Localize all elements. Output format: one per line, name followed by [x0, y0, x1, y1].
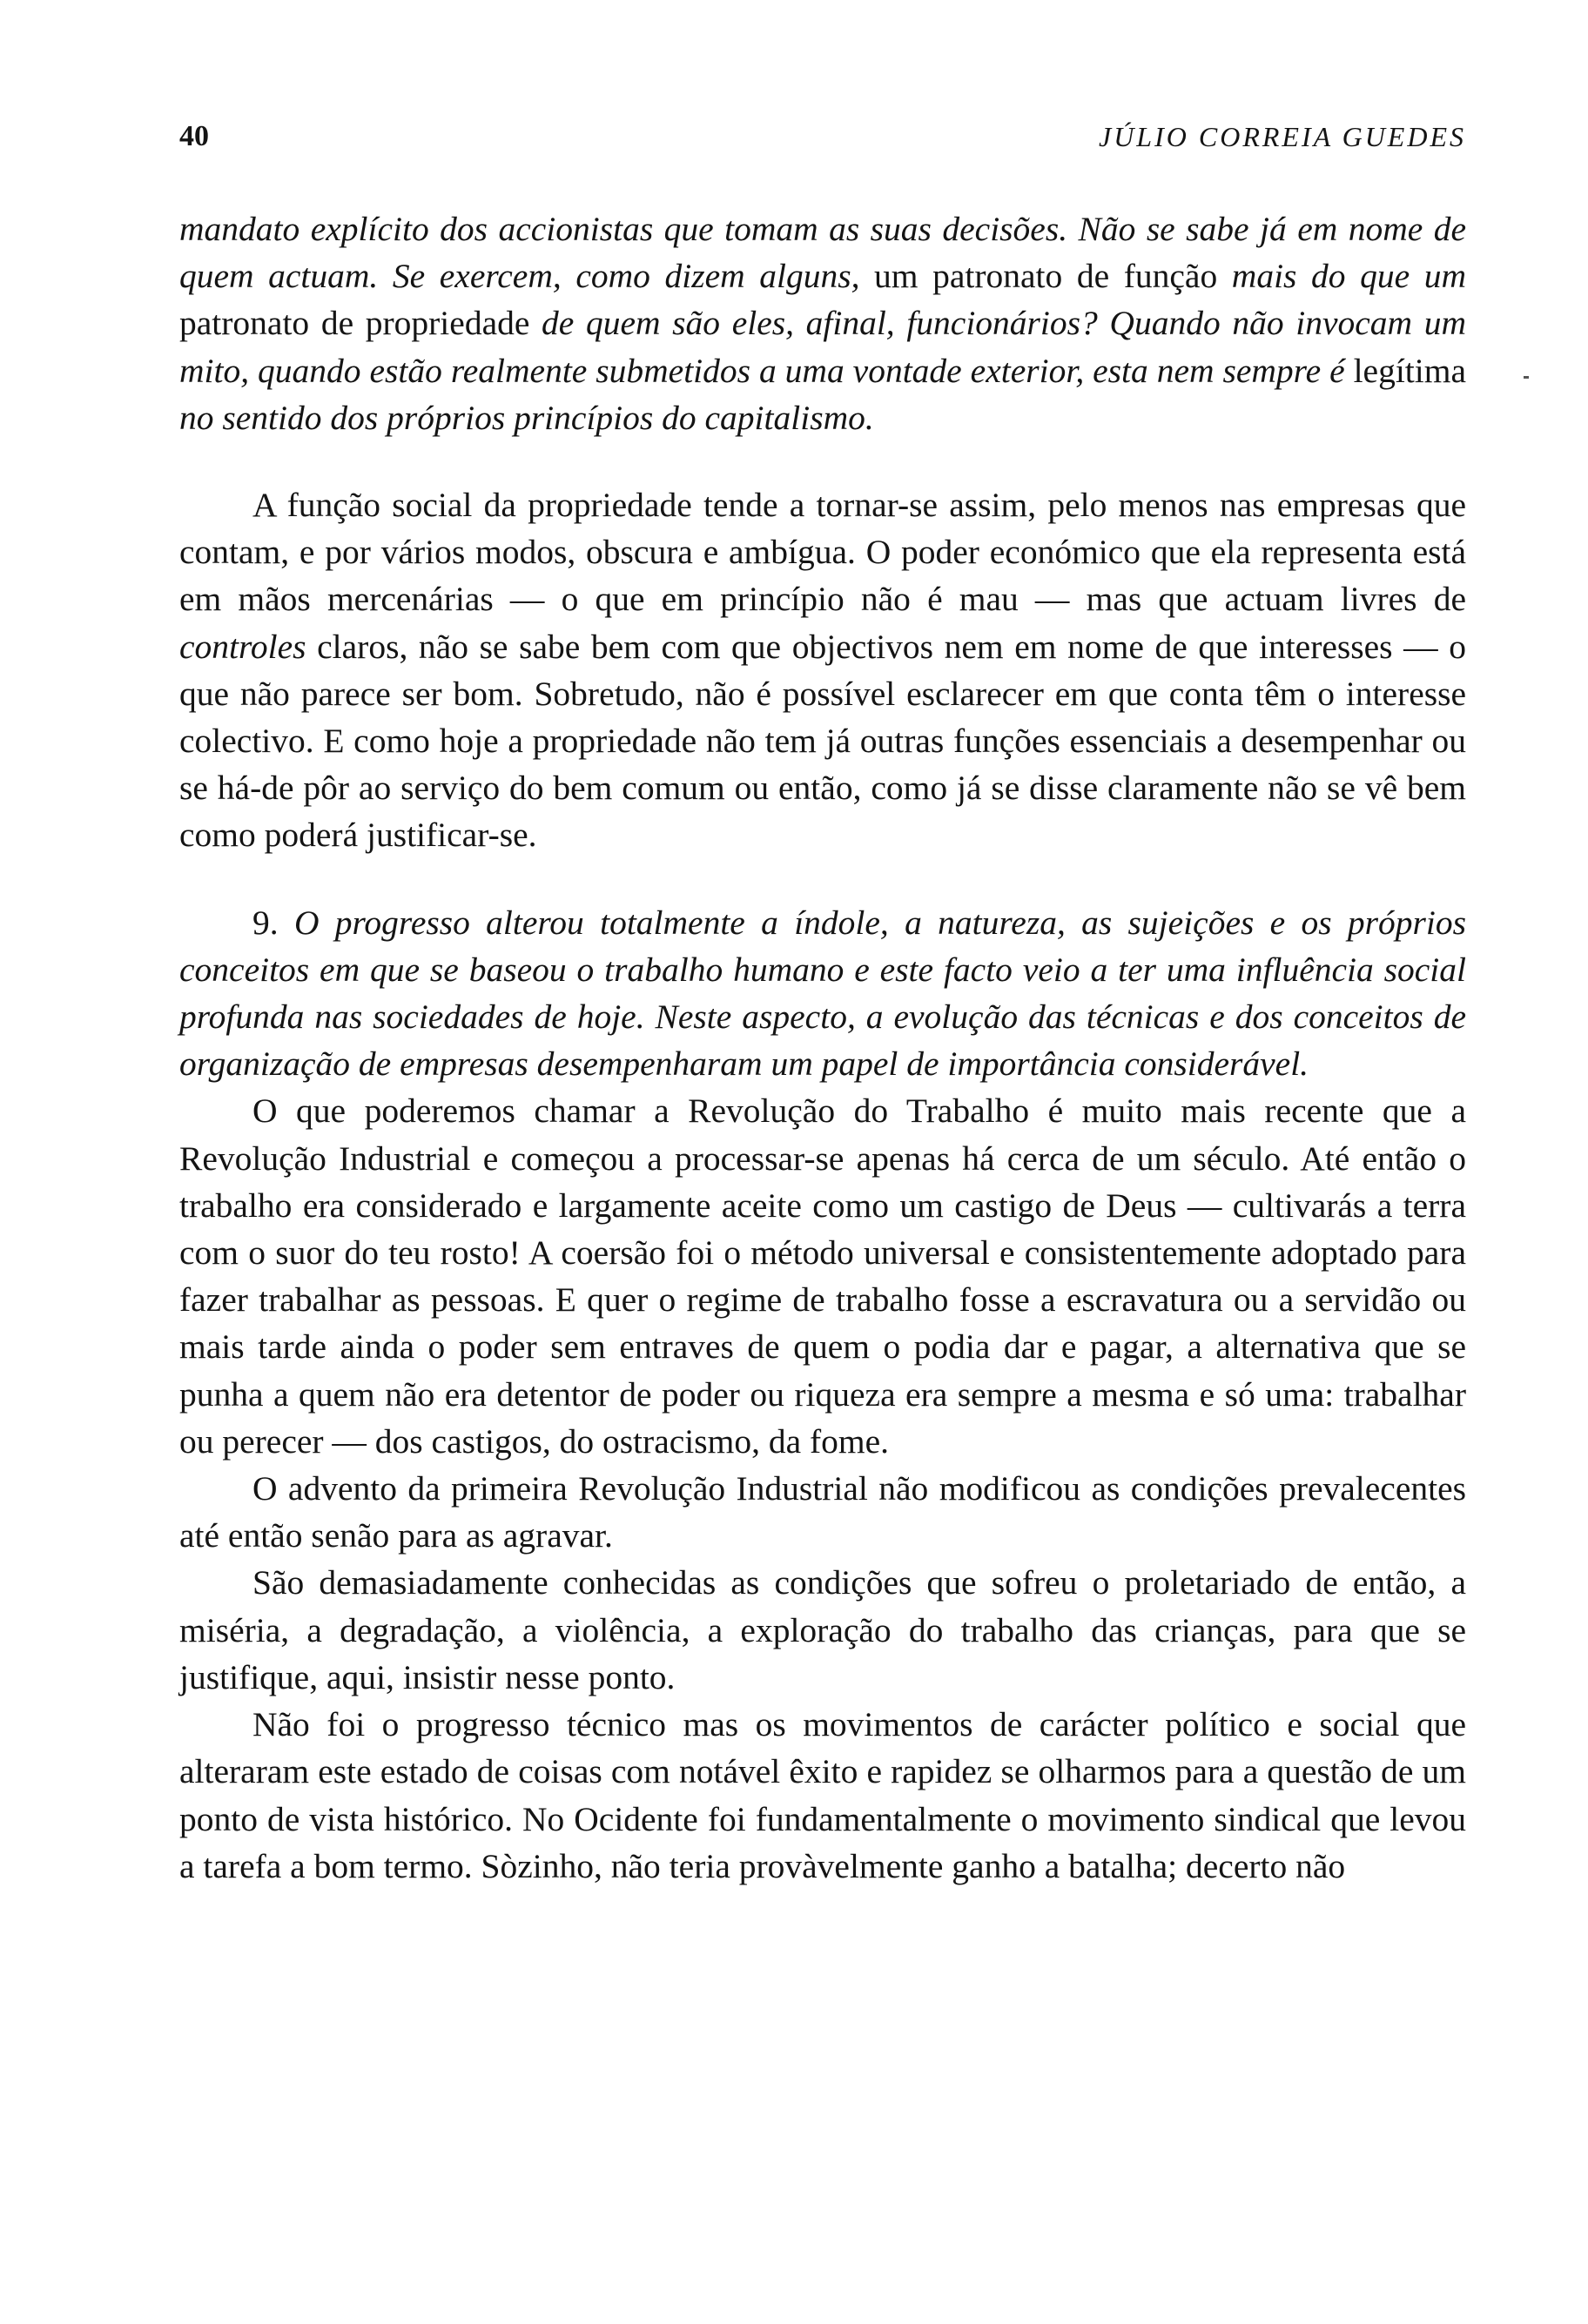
body-text — [179, 205, 1466, 1890]
text-segment: São demasiadamente conhecidas as condições que sofreu o proletariado de então, a miséria, a degradação, a violência, a exploração do trabalho das crianças, para que se justifique, aqui, insistir nesse ponto. — [179, 1563, 1466, 1696]
text-segment: O advento da primeira Revolução Industrial não modificou as condições prevalecentes até então senão para as agravar. — [179, 1469, 1466, 1555]
running-head: JÚLIO CORREIA GUEDES — [1098, 121, 1466, 152]
text-segment: Não foi o progresso técnico mas os movimentos de carácter político e social que alteraram este estado de coisas com notável êxito e rapidez se olharmos para a questão de um ponto de vista histórico. No Ocidente foi fundamentalmente o movimento sindical que levou a tarefa a bom termo. Sòzinho, não teria provàvelmente ganho a batalha; decerto não — [179, 1705, 1466, 1885]
text-segment: controles — [179, 627, 306, 666]
page-header — [179, 115, 1466, 158]
paragraph — [179, 1465, 1466, 1559]
text-segment: no sentido dos próprios princípios do capitalismo. — [179, 398, 874, 437]
paragraph — [179, 481, 1466, 859]
paragraph — [179, 1087, 1466, 1465]
text-segment: patronato de propriedade — [179, 304, 542, 343]
page-number: 40 — [179, 120, 209, 152]
text-segment: mais do que um — [1231, 257, 1466, 296]
section-number: 9. — [252, 903, 294, 942]
text-segment: O progresso alterou totalmente a índole, a natureza, as sujeições e os próprios conceitos em que se baseou o trabalho humano e este facto veio a ter uma influência social profunda nas sociedades de hoje. Neste aspecto, a evolução das técnicas e dos conceitos de organização de empresas desempenharam um papel de importância considerável. — [179, 903, 1467, 1084]
paragraph — [179, 205, 1466, 441]
text-segment: legítima — [1344, 351, 1467, 390]
text-segment: mandato explícito dos accionistas que tomam as suas decisões. Não se sabe já em nome de quem actuam. Se exercem, como dizem alguns, — [179, 210, 1466, 296]
paragraph — [179, 1701, 1466, 1890]
text-segment: de quem são eles, afinal, funcionários? Quando não invocam um mito, quando estão realmente submetidos a uma vontade exterior, esta nem sempre é — [179, 304, 1466, 390]
section-paragraph — [179, 899, 1466, 1088]
text-segment: um patronato de função — [859, 257, 1232, 296]
text-segment: A função social da propriedade tende a tornar-se assim, pelo menos nas empresas que contam, e por vários modos, obscura e ambígua. O poder económico que ela representa está em mãos mercenárias — o que em princípio não é mau — mas que actuam livres de — [179, 486, 1466, 619]
text-segment: O que poderemos chamar a Revolução do Trabalho é muito mais recente que a Revolução Industrial e começou a processar-se apenas há cerca de um século. Até então o trabalho era considerado e largamente aceite como um castigo de Deus — cultivarás a terra com o suor do teu rosto! A coersão foi o método universal e consistentemente adoptado para fazer trabalhar as pessoas. E quer o regime de trabalho fosse a escravatura ou a servidão ou mais tarde ainda o poder sem entraves de quem o podia dar e pagar, a alternativa que se punha a quem não era detentor de poder ou riqueza era sempre a mesma e só uma: trabalhar ou perecer — dos castigos, do ostracismo, da fome. — [179, 1091, 1466, 1461]
margin-mark — [1524, 376, 1529, 379]
paragraph — [179, 1559, 1466, 1701]
text-segment: claros, não se sabe bem com que objectivos nem em nome de que interesses — o que não parece ser bom. Sobretudo, não é possível esclarecer em que conta têm o interesse colectivo. E como hoje a propriedade não tem já outras funções essenciais a desempenhar ou se há-de pôr ao serviço do bem comum ou então, como já se disse claramente não se vê bem como poderá justificar-se. — [179, 627, 1466, 855]
